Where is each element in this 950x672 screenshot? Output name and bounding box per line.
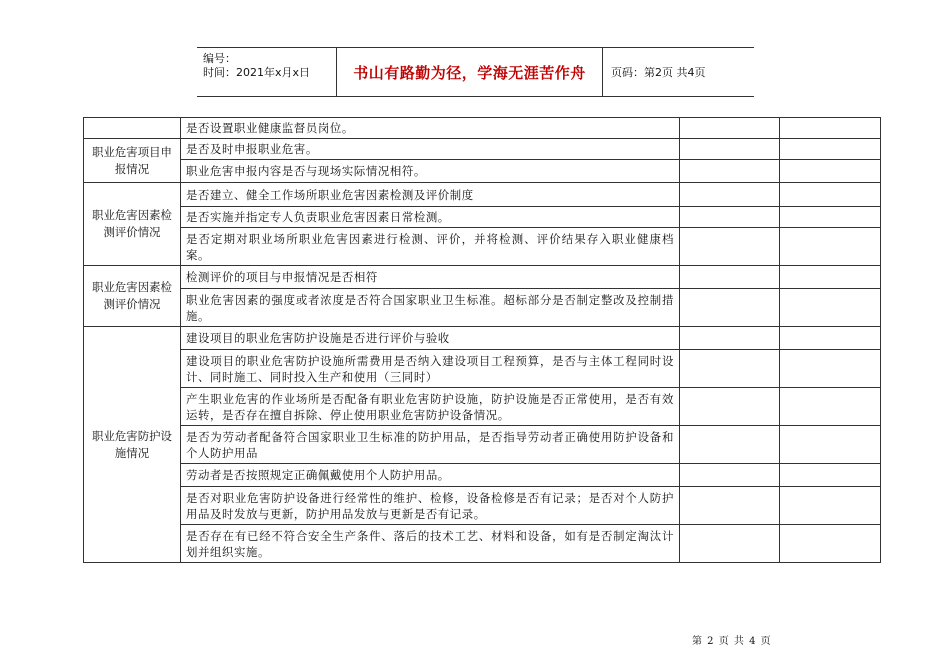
check-item: 检测评价的项目与申报情况是否相符 (181, 266, 680, 289)
table-row (84, 228, 881, 266)
result-cell[interactable] (680, 426, 780, 464)
check-item: 是否存在有已经不符合安全生产条件、落后的技术工艺、材料和设备，如有是否制定淘汰计划并组织实施。 (181, 525, 680, 563)
remark-cell[interactable] (780, 228, 881, 266)
table-row (84, 139, 881, 160)
number-label: 编号： (203, 52, 236, 65)
category-cell: 职业危害因素检测评价情况 (84, 183, 181, 266)
time-label: 时间：2021年x月x日 (203, 66, 311, 79)
check-item: 职业危害申报内容是否与现场实际情况相符。 (181, 160, 680, 183)
table-row (84, 464, 881, 487)
remark-cell[interactable] (780, 139, 881, 160)
result-cell[interactable] (680, 487, 780, 525)
remark-cell[interactable] (780, 118, 881, 139)
table-row (84, 487, 881, 525)
remark-cell[interactable] (780, 160, 881, 183)
result-cell[interactable] (680, 118, 780, 139)
page-header (197, 47, 754, 97)
table-row (84, 289, 881, 327)
page-footer: 第 2 页 共 4 页 (692, 636, 772, 647)
remark-cell[interactable] (780, 266, 881, 289)
check-item: 劳动者是否按照规定正确佩戴使用个人防护用品。 (181, 464, 680, 487)
remark-cell[interactable] (780, 327, 881, 350)
remark-cell[interactable] (780, 207, 881, 228)
result-cell[interactable] (680, 289, 780, 327)
table-row (84, 388, 881, 426)
table-row (84, 160, 881, 183)
result-cell[interactable] (680, 350, 780, 388)
result-cell[interactable] (680, 139, 780, 160)
check-item: 建设项目的职业危害防护设施是否进行评价与验收 (181, 327, 680, 350)
motto: 书山有路勤为径，学海无涯苦作舟 (337, 48, 603, 96)
table-row (84, 183, 881, 207)
table-row (84, 350, 881, 388)
header-info (197, 48, 337, 96)
table-row (84, 426, 881, 464)
table-row (84, 118, 881, 139)
result-cell[interactable] (680, 160, 780, 183)
check-item: 是否实施并指定专人负责职业危害因素日常检测。 (181, 207, 680, 228)
category-cell: 职业危害因素检测评价情况 (84, 266, 181, 327)
table-row (84, 327, 881, 350)
remark-cell[interactable] (780, 289, 881, 327)
page-code: 页码：第2页 共4页 (611, 66, 706, 79)
remark-cell[interactable] (780, 525, 881, 563)
check-item: 建设项目的职业危害防护设施所需费用是否纳入建设项目工程预算，是否与主体工程同时设计、同时施工、同时投入生产和使用（三同时） (181, 350, 680, 388)
category-cell: 职业危害项目申报情况 (84, 139, 181, 183)
result-cell[interactable] (680, 388, 780, 426)
check-item: 是否设置职业健康监督员岗位。 (181, 118, 680, 139)
checklist-table (83, 117, 881, 563)
remark-cell[interactable] (780, 388, 881, 426)
remark-cell[interactable] (780, 464, 881, 487)
result-cell[interactable] (680, 327, 780, 350)
check-item: 是否定期对职业场所职业危害因素进行检测、评价，并将检测、评价结果存入职业健康档案。 (181, 228, 680, 266)
result-cell[interactable] (680, 266, 780, 289)
check-item: 产生职业危害的作业场所是否配备有职业危害防护设施，防护设施是否正常使用，是否有效运转，是否存在擅自拆除、停止使用职业危害防护设备情况。 (181, 388, 680, 426)
remark-cell[interactable] (780, 350, 881, 388)
table-row (84, 207, 881, 228)
result-cell[interactable] (680, 464, 780, 487)
remark-cell[interactable] (780, 426, 881, 464)
category-cell (84, 118, 181, 139)
remark-cell[interactable] (780, 487, 881, 525)
remark-cell[interactable] (780, 183, 881, 207)
check-item: 是否对职业危害防护设备进行经常性的维护、检修，设备检修是否有记录；是否对个人防护用品及时发放与更新，防护用品发放与更新是否有记录。 (181, 487, 680, 525)
check-item: 职业危害因素的强度或者浓度是否符合国家职业卫生标准。超标部分是否制定整改及控制措施。 (181, 289, 680, 327)
table-row (84, 266, 881, 289)
check-item: 是否建立、健全工作场所职业危害因素检测及评价制度 (181, 183, 680, 207)
checklist-body (84, 118, 881, 563)
check-item: 是否为劳动者配备符合国家职业卫生标准的防护用品，是否指导劳动者正确使用防护设备和个人防护用品 (181, 426, 680, 464)
table-row (84, 525, 881, 563)
result-cell[interactable] (680, 183, 780, 207)
category-cell: 职业危害防护设施情况 (84, 327, 181, 563)
result-cell[interactable] (680, 207, 780, 228)
result-cell[interactable] (680, 228, 780, 266)
result-cell[interactable] (680, 525, 780, 563)
check-item: 是否及时申报职业危害。 (181, 139, 680, 160)
